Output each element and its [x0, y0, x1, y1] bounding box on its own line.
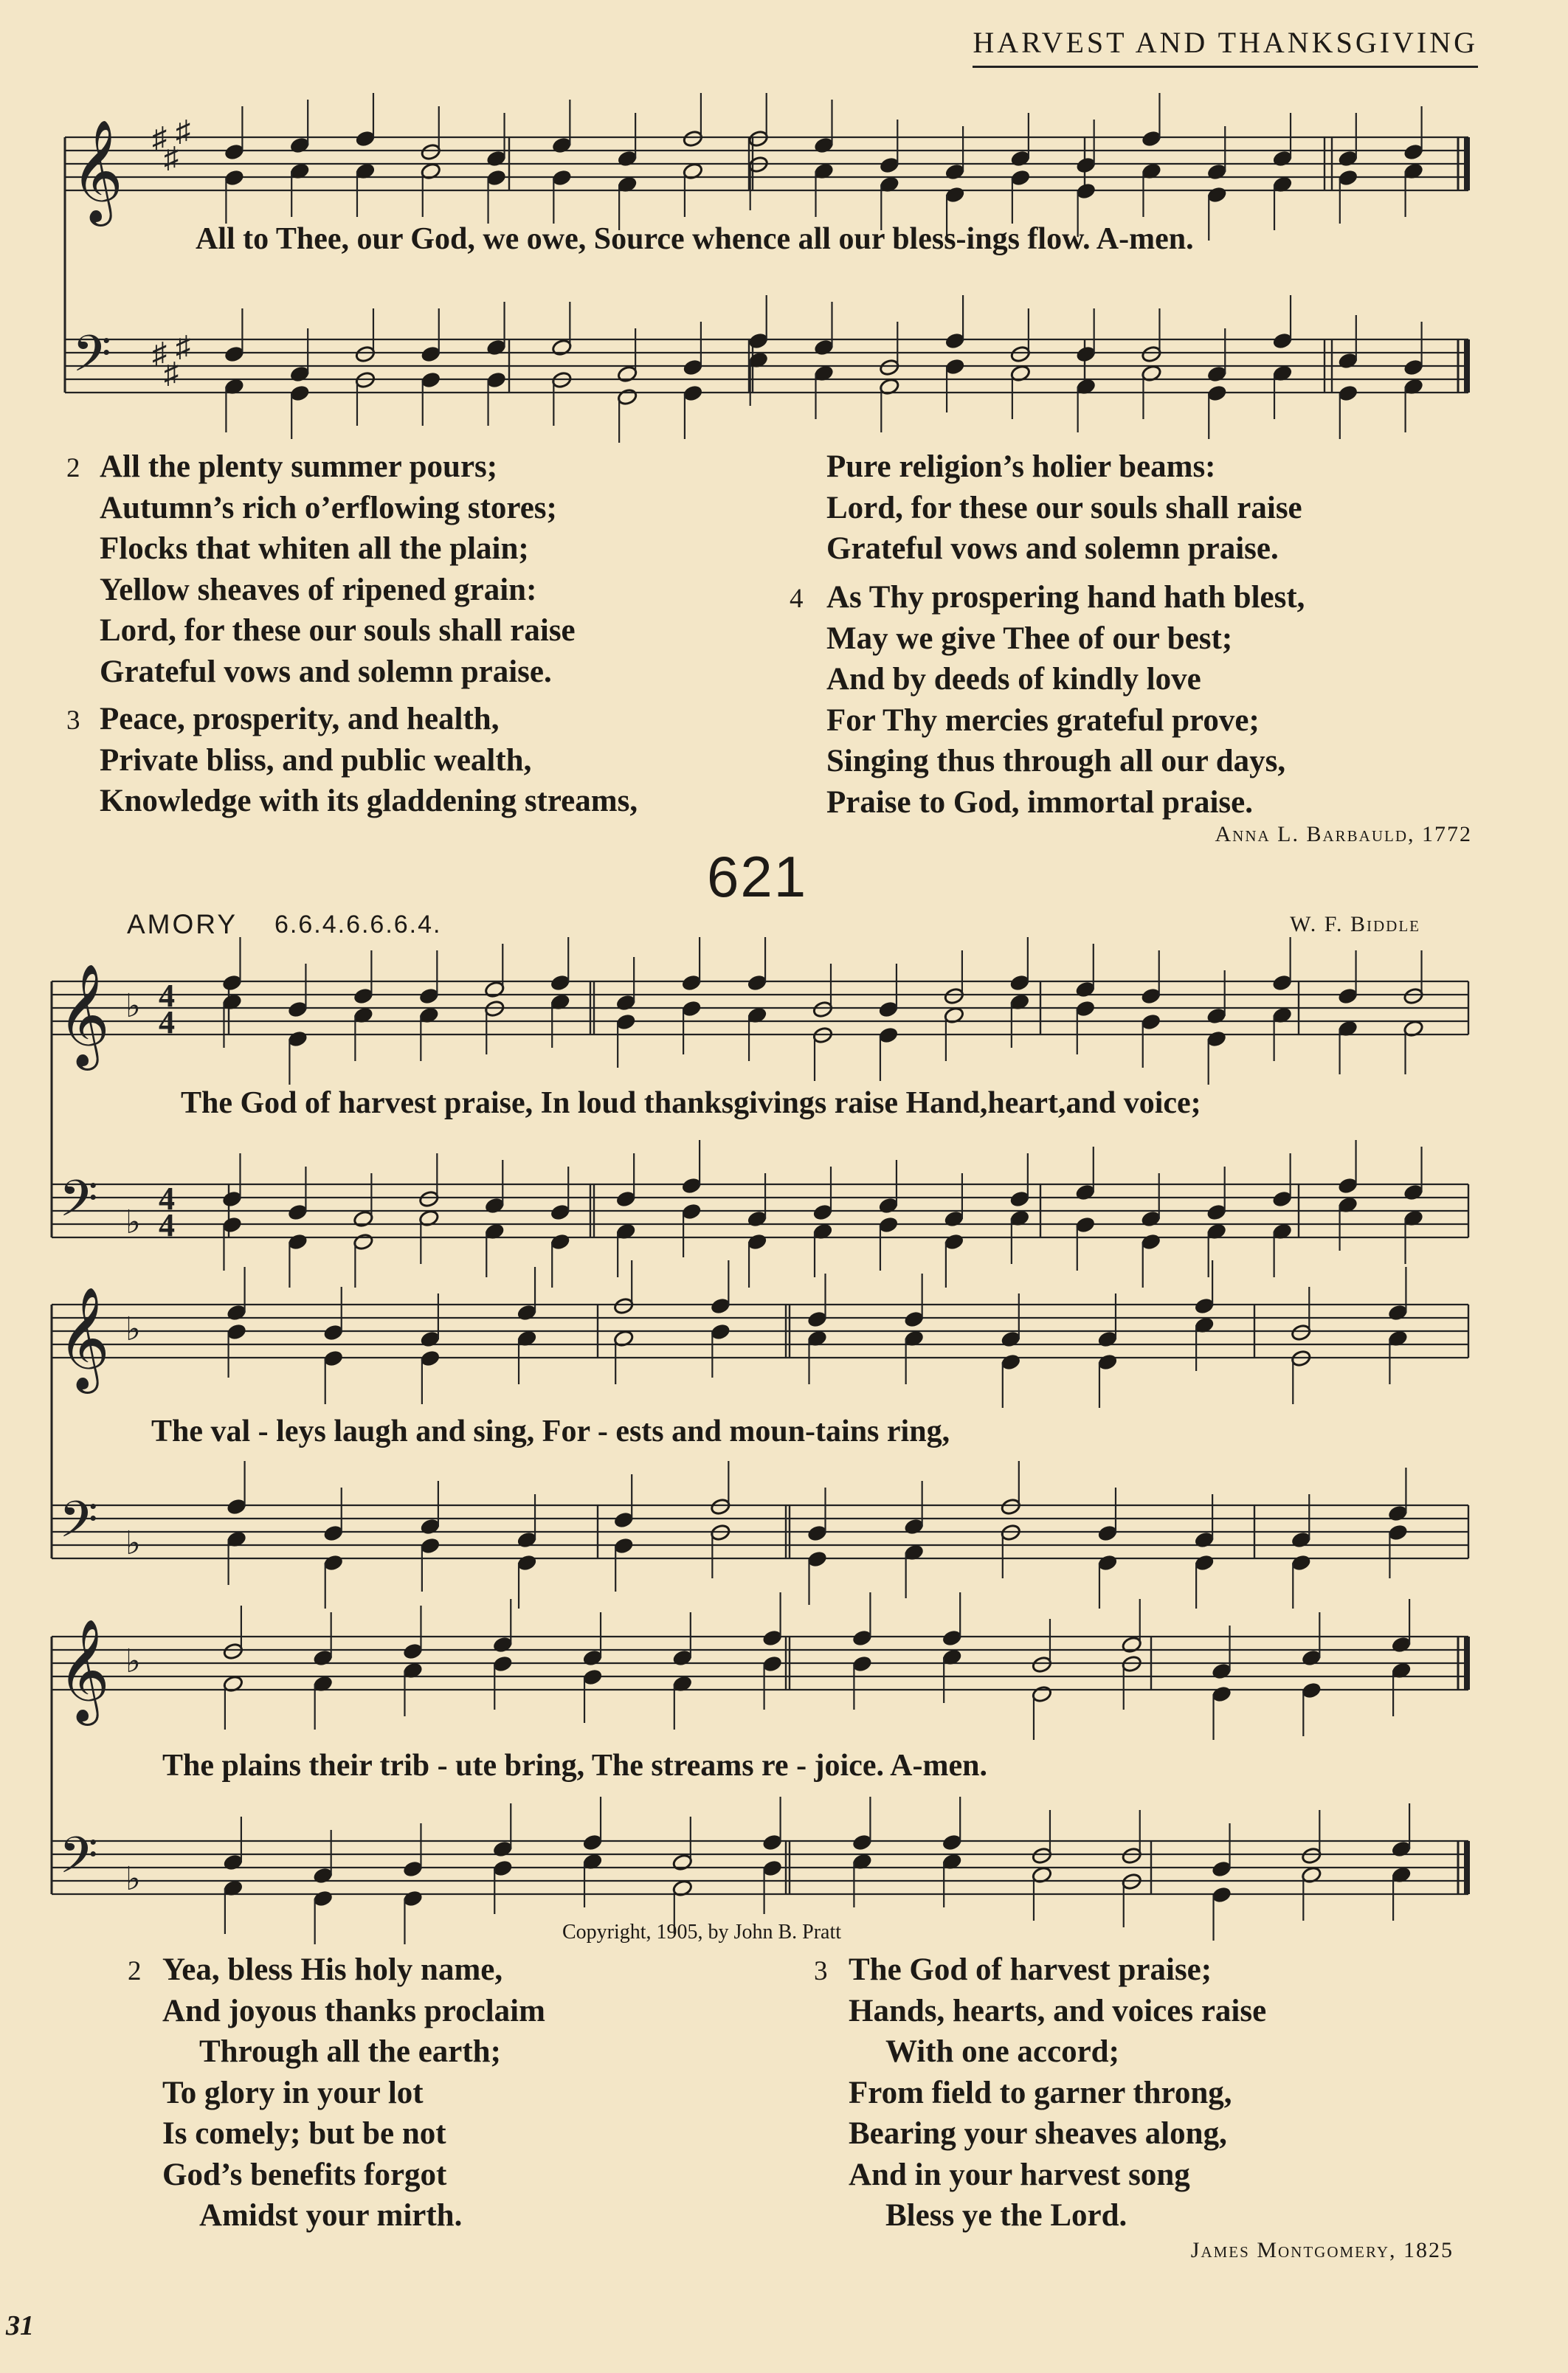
verse-line: Yellow sheaves of ripened grain:: [100, 572, 537, 607]
sharp-icon: ♯: [152, 336, 167, 370]
verse-line: Autumn’s rich o’erflowing stores;: [100, 490, 557, 525]
verse-line: Bless ye the Lord.: [885, 2198, 1127, 2233]
time-signature: 4: [159, 1181, 175, 1217]
hymn-620-verse-3: [66, 699, 638, 822]
sharp-icon: ♯: [152, 121, 167, 154]
flat-icon: ♭: [125, 1525, 141, 1561]
flat-icon: ♭: [125, 1204, 141, 1240]
page-number: 31: [6, 2310, 34, 2341]
time-signature: 4: [159, 978, 175, 1014]
bass-clef-icon: 𝄢: [59, 1827, 98, 1897]
verse-line: Pure religion’s holier beams:: [826, 449, 1216, 484]
copyright: Copyright, 1905, by John B. Pratt: [562, 1921, 842, 1944]
verse-line: May we give Thee of our best;: [826, 621, 1233, 656]
verse-line: Bearing your sheaves along,: [849, 2116, 1227, 2151]
hymn-620-author: Anna L. Barbauld, 1772: [1215, 822, 1472, 846]
verse-line: As Thy prospering hand hath blest,: [826, 580, 1305, 615]
verse-line: From field to garner throng,: [849, 2075, 1232, 2110]
treble-clef-icon: 𝄞: [71, 120, 123, 222]
flat-icon: ♭: [125, 1861, 141, 1897]
hymn-621-lyric-3: The plains their trib - ute bring, The streams re - joice. A-men.: [162, 1749, 987, 1783]
running-head: HARVEST AND THANKSGIVING: [973, 25, 1478, 68]
verse-line: Knowledge with its gladdening streams,: [100, 784, 638, 818]
composer: W. F. Biddle: [1290, 912, 1420, 936]
hymn-number: 621: [707, 844, 808, 909]
hymn-621-verse-2: [128, 1949, 545, 2236]
verse-line: Praise to God, immortal praise.: [826, 784, 1254, 820]
hymn-621-lyric-1: The God of harvest praise, In loud thanksgivings raise Hand,heart,and voice;: [181, 1086, 1201, 1120]
verse-line: The God of harvest praise;: [849, 1952, 1212, 1987]
verse-line: All the plenty summer pours;: [100, 449, 498, 484]
verse-line: Flocks that whiten all the plain;: [100, 531, 529, 566]
flat-icon: ♭: [125, 1643, 141, 1679]
verse-line: And in your harvest song: [849, 2157, 1190, 2192]
verse-line: Is comely; but be not: [162, 2116, 446, 2151]
tune-meter: 6.6.4.6.6.6.4.: [274, 911, 442, 939]
verse-number: 2: [66, 453, 80, 483]
verse-line: Yea, bless His holy name,: [162, 1952, 503, 1987]
hymn-620-verse-2: [66, 446, 576, 692]
verse-line: Grateful vows and solemn praise.: [100, 654, 552, 689]
tune-name: AMORY: [127, 909, 238, 939]
verse-line: Lord, for these our souls shall raise: [826, 490, 1302, 525]
verse-line: For Thy mercies grateful prove;: [826, 702, 1260, 738]
verse-line: Private bliss, and public wealth,: [100, 742, 532, 778]
sharp-icon: ♯: [164, 356, 179, 390]
verse-line: And joyous thanks proclaim: [162, 1993, 545, 2028]
verse-number: 2: [128, 1956, 142, 1986]
hymn-621-verse-3: [814, 1949, 1267, 2236]
verse-line: Lord, for these our souls shall raise: [100, 613, 576, 648]
treble-clef-icon: 𝄞: [58, 964, 110, 1066]
verse-line: Peace, prosperity, and health,: [100, 702, 500, 736]
verse-line: Grateful vows and solemn praise.: [826, 531, 1279, 566]
sharp-icon: ♯: [176, 330, 190, 363]
verse-line: Through all the earth;: [199, 2034, 501, 2069]
hymn-620-lyric: All to Thee, our God, we owe, Source whence all our bless-ings flow. A-men.: [196, 222, 1194, 256]
bass-clef-icon: 𝄢: [72, 325, 111, 396]
flat-icon: ♭: [125, 988, 141, 1024]
verse-number: 4: [790, 584, 804, 614]
verse-line: To glory in your lot: [162, 2075, 424, 2110]
verse-number: 3: [814, 1956, 828, 1986]
sharp-icon: ♯: [164, 141, 179, 174]
hymn-620-verse-3-cont: [826, 446, 1302, 570]
bass-clef-icon: 𝄢: [59, 1170, 98, 1240]
time-signature: 4: [159, 1004, 175, 1040]
verse-line: God’s benefits forgot: [162, 2157, 447, 2192]
treble-clef-icon: 𝄞: [58, 1287, 110, 1389]
treble-clef-icon: 𝄞: [58, 1619, 110, 1721]
verse-line: With one accord;: [885, 2034, 1119, 2069]
time-signature: 4: [159, 1207, 175, 1243]
hymn-621-lyric-2: The val - leys laugh and sing, For - ests and moun-tains ring,: [151, 1415, 950, 1448]
bass-clef-icon: 𝄢: [59, 1491, 98, 1561]
sharp-icon: ♯: [176, 114, 190, 148]
flat-icon: ♭: [125, 1311, 141, 1347]
verse-line: Singing thus through all our days,: [826, 744, 1286, 778]
verse-number: 3: [66, 705, 80, 736]
hymn-621-author: James Montgomery, 1825: [1190, 2238, 1454, 2262]
verse-line: Amidst your mirth.: [199, 2198, 463, 2233]
hymn-620-verse-4: [790, 577, 1305, 823]
verse-line: Hands, hearts, and voices raise: [849, 1993, 1267, 2028]
verse-line: And by deeds of kindly love: [826, 662, 1201, 697]
